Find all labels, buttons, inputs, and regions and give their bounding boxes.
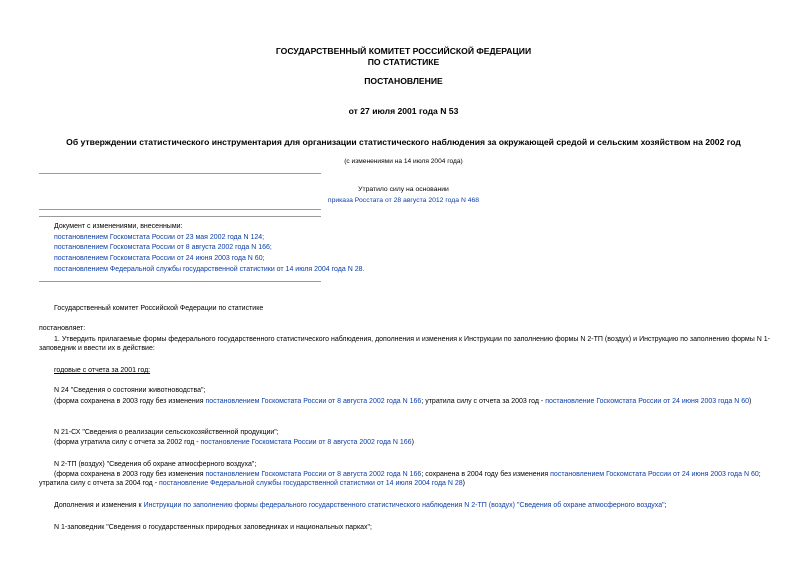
form-21-note: (форма утратила силу с отчета за 2002 год - постановление Госкомстата России от 8 августа 2002 года N 166) [54, 439, 414, 446]
resolves: постановляет: [39, 325, 86, 332]
amendment-item [54, 243, 770, 252]
form-2tp-title: N 2-ТП (воздух) "Сведения об охране атмосферного воздуха"; [54, 461, 257, 468]
instruction-link[interactable]: Инструкции по заполнению формы федерального государственного статистического наблюдения N 2-ТП (воздух) "Сведения об охране атмосферного воздуха" [143, 502, 665, 509]
doc-title: Об утверждении статистического инструментария для организации статистического наблюдения за окружающей средой и сельским хозяйством на 2002 год [66, 137, 741, 147]
amendment-item [54, 254, 770, 263]
note-link[interactable]: постановление Госкомстата России от 24 июня 2003 года N 60 [545, 398, 749, 405]
header-line-1: ГОСУДАРСТВЕННЫЙ КОМИТЕТ РОССИЙСКОЙ ФЕДЕРАЦИИ [275, 46, 532, 56]
doc-type: ПОСТАНОВЛЕНИЕ [364, 76, 443, 86]
doc-date-number: от 27 июля 2001 года N 53 [348, 106, 459, 116]
note-link[interactable]: постановление Федеральной службы государственной статистики от 14 июля 2004 года N 28 [159, 480, 463, 488]
form-2tp-note: (форма сохранена в 2003 году без изменения постановлением Госкомстата России от 8 августа 2002 года N 166; сохранена в 2004 году без изменения постановлением Госкомстата России от 24 июня 2003 года N 60; утратила силу с отчета за 2004 год - постановление Федеральной службы государственной статистики от 14 июля 2004 года N 28) [39, 471, 761, 488]
note-link[interactable]: постановлением Госкомстата России от 8 августа 2002 года N 166 [205, 398, 422, 405]
divider [39, 281, 321, 282]
repeal-text: Утратило силу на основании [358, 186, 449, 193]
changes-note: (с изменениями на 14 июля 2004 года) [344, 158, 463, 165]
form-zapovednik-title: N 1-заповедник "Сведения о государственных природных заповедниках и национальных парках"; [54, 524, 372, 531]
form-24-note: (форма сохранена в 2003 году без изменения постановлением Госкомстата России от 8 августа 2002 года N 166; утратила силу с отчета за 2003 год - постановление Госкомстата России от 24 июня 2003 года N 60) [54, 398, 752, 405]
divider [39, 209, 321, 210]
amendment-link[interactable]: постановлением Госкомстата России от 8 августа 2002 года N 166; [54, 244, 272, 251]
note-link[interactable]: постановление Госкомстата России от 8 августа 2002 года N 166 [200, 439, 412, 446]
repeal-link[interactable]: приказа Росстата от 28 августа 2012 года N 468 [327, 197, 480, 204]
divider [39, 216, 321, 217]
note-link[interactable]: постановлением Госкомстата России от 8 августа 2002 года N 166 [205, 471, 422, 478]
note-link[interactable]: постановлением Госкомстата России от 24 июня 2003 года N 60 [550, 471, 759, 478]
annual-heading: годовые с отчета за 2001 год: [54, 367, 151, 374]
form-21-title: N 21-СХ "Сведения о реализации сельскохозяйственной продукции"; [54, 429, 279, 436]
amendment-item [54, 233, 770, 242]
amendment-link[interactable]: постановлением Федеральной службы государственной статистики от 14 июля 2004 года N 28. [54, 266, 365, 273]
amendment-link[interactable]: постановлением Госкомстата России от 24 июня 2003 года N 60; [54, 255, 265, 262]
header-line-2: ПО СТАТИСТИКЕ [367, 57, 440, 67]
paragraph-1: 1. Утвердить прилагаемые формы федерального государственного статистического наблюдения, дополнения и изменения к Инструкции по заполнению формы N 2-ТП (воздух) и Инструкцию по заполнению формы N 1-заповедник и ввести их в действие: [39, 336, 770, 353]
repeal-link-wrap [300, 196, 507, 205]
amendment-link[interactable]: постановлением Госкомстата России от 23 мая 2002 года N 124; [54, 234, 265, 241]
divider [39, 173, 321, 174]
form-24-title: N 24 "Сведения о состоянии животноводства"; [54, 387, 206, 394]
amendment-item [54, 265, 770, 274]
amendments-heading: Документ с изменениями, внесенными: [54, 223, 183, 230]
issuer: Государственный комитет Российской Федерации по статистике [54, 305, 264, 312]
additions-line: Дополнения и изменения к Инструкции по заполнению формы федерального государственного статистического наблюдения N 2-ТП (воздух) "Сведения об охране атмосферного воздуха"; [54, 502, 667, 509]
